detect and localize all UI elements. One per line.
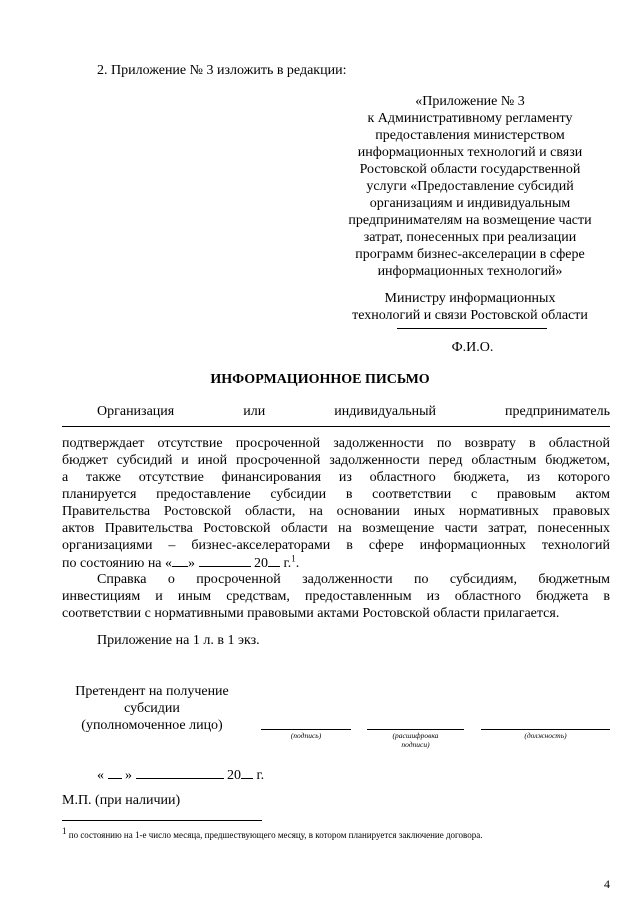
- month-blank: [136, 766, 224, 779]
- body-line: инвестициям и иным средствам, предоставленным из областного бюджета в: [62, 589, 610, 604]
- recipient-line: технологий и связи Ростовской области: [352, 308, 588, 323]
- recipient-name-line: [397, 328, 547, 329]
- day-blank: [108, 766, 122, 779]
- applicant-line: (уполномоченное лицо): [81, 718, 223, 733]
- annex-header-line: информационных технологий»: [377, 264, 563, 279]
- decoding-line: [367, 729, 464, 730]
- annex-header-line: «Приложение № 3: [415, 94, 525, 109]
- body-line: подтверждает отсутствие просроченной задолженности по возврату в областной: [62, 436, 610, 451]
- amendment-item-2: 2. Приложение № 3 изложить в редакции:: [97, 63, 347, 78]
- annex-header-line: предпринимателям на возмещение части: [348, 213, 592, 228]
- body-line: планируется предоставление субсидии в соответствии с правовым актом: [62, 487, 610, 502]
- annex-header-line: предоставления министерством: [375, 128, 565, 143]
- year-blank: [268, 554, 280, 567]
- body-line: актов Правительства Ростовской области на возмещение части затрат, понесенных: [62, 521, 610, 536]
- annex-header-line: организациям и индивидуальным: [369, 196, 571, 211]
- attachment-note: Приложение на 1 л. в 1 экз.: [97, 633, 260, 648]
- annex-header: [300, 93, 640, 280]
- stamp-note: М.П. (при наличии): [62, 793, 181, 808]
- month-blank: [199, 554, 251, 567]
- footnote: $^1$ по состоянию на 1-е число месяца, предшествующего месяцу, в котором планируется заключение договора.: [62, 826, 483, 840]
- recipient-line: Министру информационных: [384, 291, 556, 306]
- annex-header-line: услуги «Предоставление субсидий: [366, 179, 574, 194]
- decoding-caption: (расшифровка подписи): [392, 731, 439, 749]
- footnote-separator: [62, 820, 262, 821]
- body-line: Правительства Ростовской области, на основании иных нормативных правовых: [62, 504, 610, 519]
- body-line: а также отсутствие финансирования из областного бюджета, из которого: [62, 470, 610, 485]
- page-number: 4: [604, 877, 610, 891]
- body-line-first: Организация или индивидуальный предприниматель: [97, 404, 610, 419]
- signature-date: « » 20 г.: [97, 768, 265, 783]
- annex-header-line: информационных технологий и связи: [357, 145, 583, 160]
- body-line: организациями – бизнес-акселераторами в сфере информационных технологий: [62, 538, 610, 553]
- applicant-line: Претендент на получение: [75, 684, 229, 699]
- body-line: Справка о просроченной задолженности по субсидиям, бюджетным: [97, 572, 610, 587]
- position-line: [481, 729, 610, 730]
- signature-line: [261, 729, 351, 730]
- footnote-ref: 1: [291, 553, 296, 564]
- organization-name-line: [62, 426, 610, 427]
- day-blank: [172, 554, 188, 567]
- annex-header-line: Ростовской области государственной: [359, 162, 581, 177]
- annex-header-line: к Административному регламенту: [367, 111, 573, 126]
- applicant-line: субсидии: [124, 701, 180, 716]
- annex-header-line: программ бизнес-акселерации в сфере: [355, 247, 585, 262]
- recipient-fio: Ф.И.О.: [451, 340, 494, 355]
- body-line: соответствии с нормативными правовыми актами Ростовской области прилагается.: [62, 606, 560, 621]
- annex-header-line: затрат, понесенных при реализации: [363, 230, 577, 245]
- year-blank: [241, 766, 253, 779]
- signature-caption: (подпись): [290, 731, 322, 740]
- body-line: бюджет субсидий и иной просроченной задолженности перед областным бюджетом,: [62, 453, 610, 468]
- recipient-block: [300, 290, 640, 324]
- position-caption: (должность): [524, 731, 567, 740]
- applicant-block: [62, 683, 242, 734]
- document-title: ИНФОРМАЦИОННОЕ ПИСЬМО: [210, 372, 430, 387]
- body-date-line: по состоянию на « » 20 г.$^1$.: [62, 553, 300, 571]
